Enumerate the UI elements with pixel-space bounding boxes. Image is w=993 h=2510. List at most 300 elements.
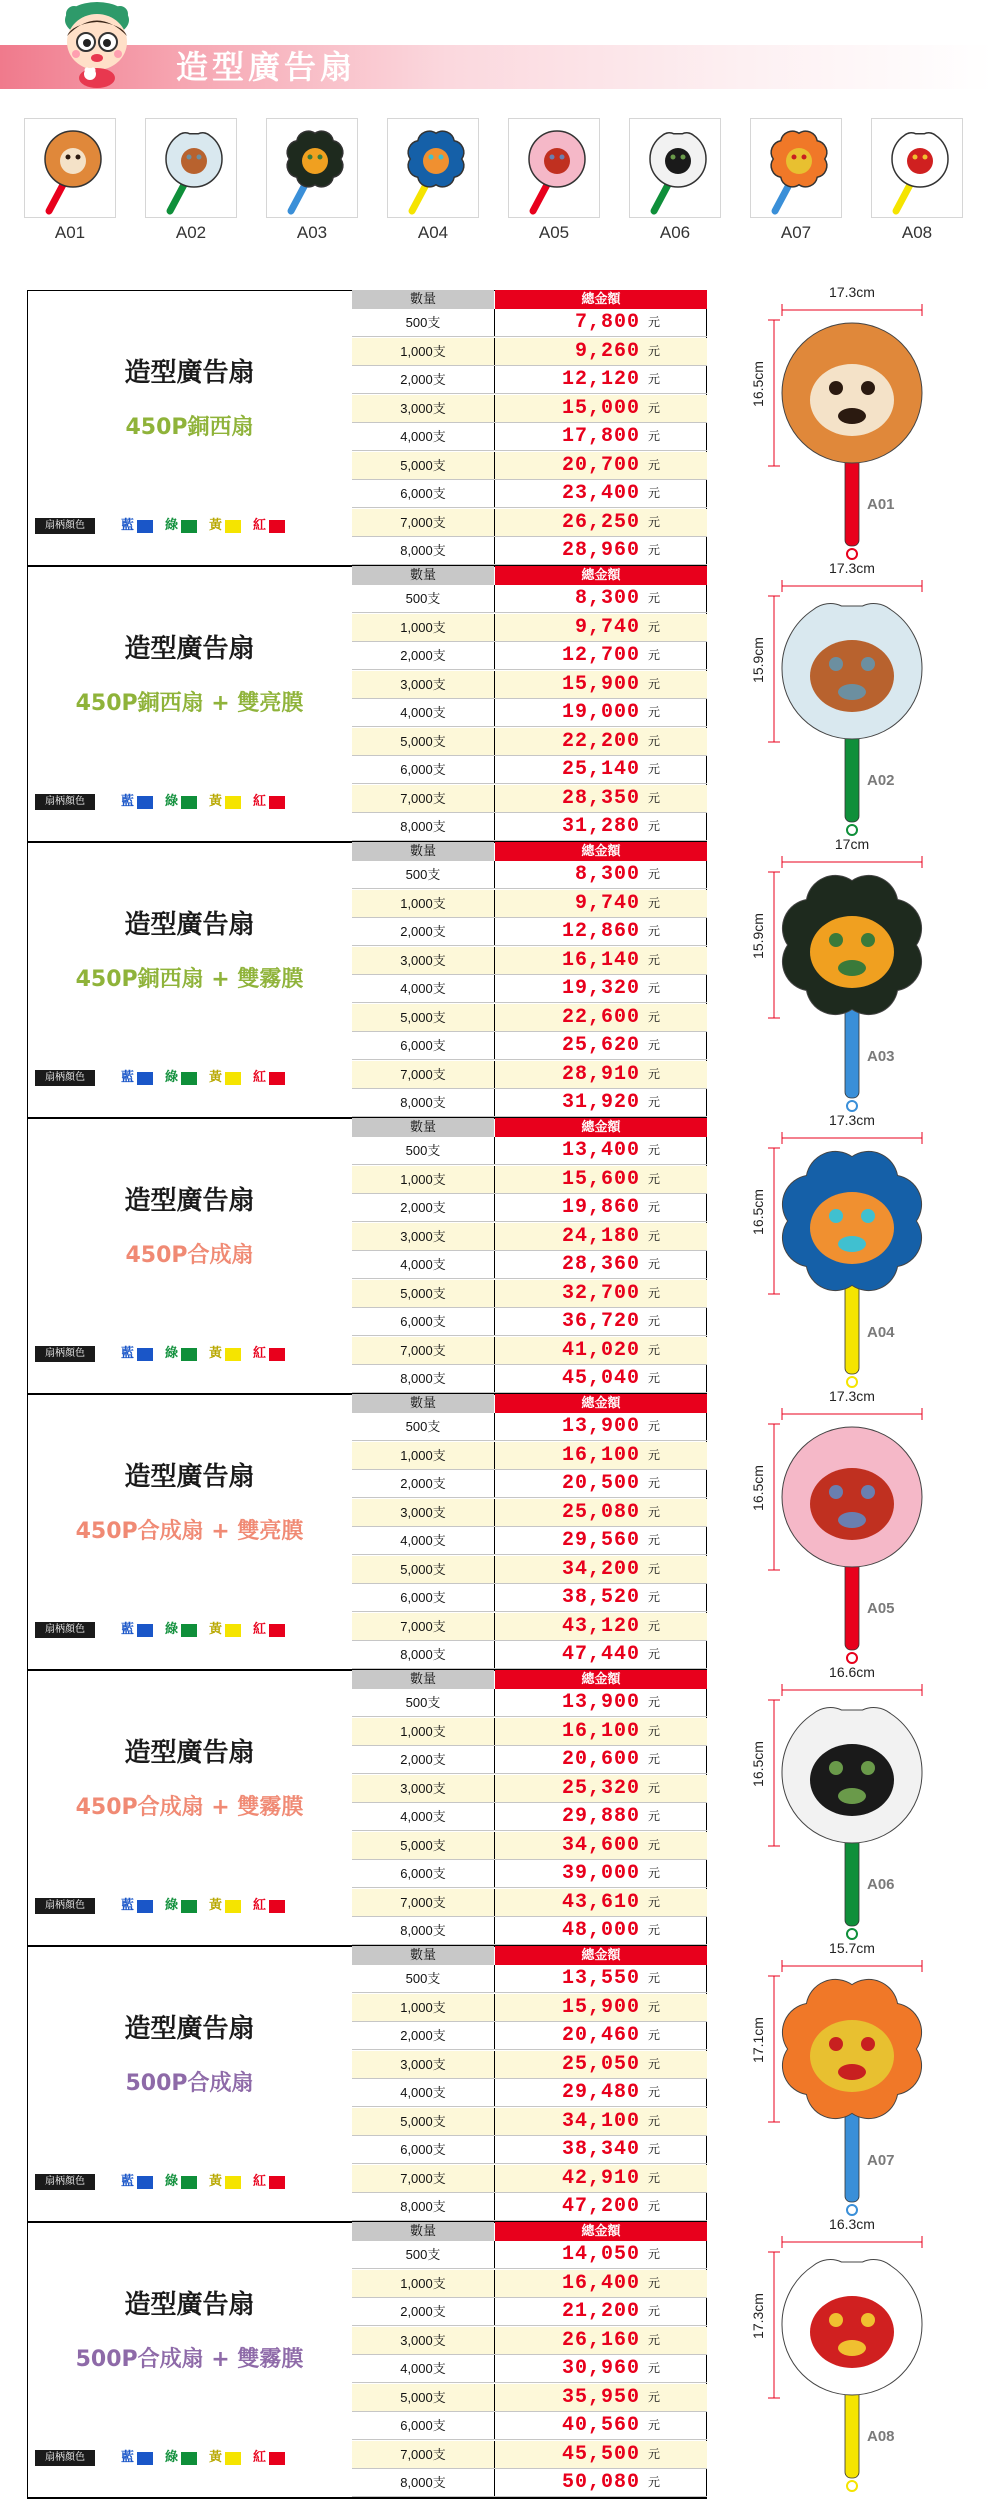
handle-loop-icon (847, 1377, 857, 1387)
price-cell: 31,280 (561, 815, 640, 838)
legend-label: 紅 (253, 1622, 267, 1637)
fan-diagram-a04 (750, 1112, 942, 1394)
quantity-cell: 6,000支 (400, 762, 446, 777)
quantity-cell: 3,000支 (352, 1499, 494, 1526)
price-cell: 39,000 (561, 1862, 640, 1885)
fan-art-icon (810, 1192, 894, 1264)
legend-label: 紅 (253, 2174, 267, 2189)
unit-label: 元 (648, 1695, 661, 1709)
width-label: 17cm (834, 836, 870, 852)
header-total: 總金額 (495, 1118, 707, 1137)
price-cell: 12,700 (561, 644, 640, 667)
section-title: 造型廣告扇 (124, 1186, 255, 1216)
price-cell: 13,900 (561, 1691, 640, 1714)
price-cell: 43,120 (561, 1614, 640, 1638)
handle-loop-icon (847, 549, 857, 559)
legend-swatch (225, 1900, 241, 1913)
price-cell: 45,500 (561, 2442, 640, 2466)
unit-label: 元 (648, 400, 661, 415)
quantity-cell: 7,000支 (352, 2165, 494, 2192)
legend-label: 綠 (165, 2450, 179, 2465)
thumbnail-code: A05 (538, 223, 570, 242)
width-label: 16.3cm (829, 2216, 875, 2232)
fan-art-icon (810, 2296, 894, 2368)
legend-swatch (137, 1348, 153, 1361)
quantity-cell: 1,000支 (352, 1166, 494, 1193)
unit-label: 元 (648, 1257, 661, 1271)
quantity-cell: 2,000支 (400, 1476, 446, 1491)
fan-art-icon (810, 640, 894, 712)
unit-label: 元 (648, 1095, 661, 1109)
unit-label: 元 (648, 2142, 661, 2156)
legend-label: 黃 (209, 2450, 223, 2465)
unit-label: 元 (648, 981, 661, 995)
fan-art-eye-icon (829, 1761, 843, 1775)
price-cell: 16,400 (561, 2271, 640, 2295)
price-cell: 48,000 (561, 1919, 640, 1942)
quantity-cell: 8,000支 (400, 1371, 446, 1386)
quantity-cell: 1,000支 (352, 1718, 494, 1745)
fan-diagram-a05 (750, 1388, 942, 1670)
table-header-row (352, 2222, 707, 2241)
header-quantity: 數量 (352, 2222, 494, 2241)
legend-swatch (181, 796, 197, 809)
unit-label: 元 (648, 1590, 661, 1604)
unit-label: 元 (648, 1171, 661, 1186)
legend-label: 藍 (121, 1070, 135, 1085)
table-row (352, 1413, 707, 1441)
quantity-cell: 500支 (405, 1419, 441, 1434)
quantity-cell: 4,000支 (400, 2085, 446, 2100)
table-row (352, 395, 707, 423)
unit-label: 元 (648, 924, 661, 938)
price-cell: 22,200 (561, 729, 640, 753)
unit-label: 元 (648, 1314, 661, 1328)
section-title: 造型廣告扇 (124, 1738, 255, 1768)
legend-label: 紅 (253, 518, 267, 533)
table-row (352, 1194, 707, 1222)
quantity-cell: 8,000支 (400, 543, 446, 558)
price-cell: 20,460 (561, 2024, 640, 2047)
fan-illustration (752, 296, 942, 566)
table-header-row (352, 842, 707, 861)
fan-art-eye-icon (829, 1209, 843, 1223)
quantity-cell: 4,000支 (400, 1257, 446, 1272)
legend-swatch (269, 796, 285, 809)
legend-label: 藍 (121, 2450, 135, 2465)
quantity-cell: 4,000支 (400, 1809, 446, 1824)
legend-tag: 扇柄顏色 (35, 2450, 95, 2466)
width-label: 16.6cm (829, 1664, 875, 1680)
legend-swatch (225, 1348, 241, 1361)
unit-label: 元 (648, 1419, 661, 1433)
quantity-cell: 2,000支 (400, 924, 446, 939)
unit-label: 元 (648, 1447, 661, 1462)
table-row (352, 1584, 707, 1612)
table-row (352, 366, 707, 394)
legend-swatch (225, 796, 241, 809)
legend-tag: 扇柄顏色 (35, 2174, 95, 2190)
header-total: 總金額 (495, 1946, 707, 1965)
width-label: 15.7cm (829, 1940, 875, 1956)
price-cell: 36,720 (561, 1310, 640, 1333)
table-header-row (352, 1118, 707, 1137)
fan-code-label: A06 (867, 1876, 895, 1893)
table-row (352, 2136, 707, 2164)
unit-label: 元 (648, 676, 661, 691)
unit-label: 元 (648, 1752, 661, 1766)
table-row (352, 1499, 707, 1527)
price-section (27, 1118, 707, 1394)
quantity-cell: 4,000支 (400, 981, 446, 996)
price-cell: 12,860 (561, 920, 640, 943)
unit-label: 元 (648, 1038, 661, 1052)
price-section (27, 566, 707, 842)
price-cell: 16,140 (561, 948, 640, 972)
legend-swatch (137, 2176, 153, 2189)
legend-swatch (269, 1900, 285, 1913)
width-label: 17.3cm (829, 560, 875, 576)
quantity-cell: 4,000支 (400, 705, 446, 720)
table-row (352, 1613, 707, 1641)
price-cell: 21,200 (561, 2300, 640, 2323)
legend-swatch (137, 2452, 153, 2465)
height-label: 16.5cm (750, 361, 766, 407)
legend-label: 黃 (209, 1898, 223, 1913)
unit-label: 元 (648, 1894, 661, 1909)
legend-label: 黃 (209, 794, 223, 809)
table-row (352, 1032, 707, 1060)
legend-swatch (137, 1072, 153, 1085)
quantity-cell: 3,000支 (352, 1223, 494, 1250)
unit-label: 元 (648, 1561, 661, 1576)
height-label: 16.5cm (750, 1741, 766, 1787)
unit-label: 元 (648, 733, 661, 748)
price-cell: 28,960 (561, 539, 640, 562)
unit-label: 元 (648, 1999, 661, 2014)
fan-illustration (752, 1124, 942, 1394)
legend-swatch (181, 2176, 197, 2189)
handle-loop-icon (847, 1101, 857, 1111)
unit-label: 元 (648, 762, 661, 776)
page-title: 造型廣告扇 (176, 48, 357, 86)
fan-art-eye-icon (861, 1209, 875, 1223)
table-row (352, 947, 707, 975)
legend-label: 黃 (209, 518, 223, 533)
fan-art-nose-icon (838, 1236, 866, 1252)
quantity-cell: 500支 (405, 2247, 441, 2262)
unit-label: 元 (648, 486, 661, 500)
unit-label: 元 (648, 1971, 661, 1985)
header-total: 總金額 (495, 1394, 707, 1413)
table-row (352, 918, 707, 946)
table-row (352, 1365, 707, 1393)
price-cell: 25,080 (561, 1500, 640, 1524)
price-cell: 45,040 (561, 1367, 640, 1390)
unit-label: 元 (648, 2361, 661, 2375)
section-title: 造型廣告扇 (124, 910, 255, 940)
legend-swatch (269, 520, 285, 533)
price-cell: 20,500 (561, 1472, 640, 1495)
legend-swatch (137, 1624, 153, 1637)
quantity-cell: 7,000支 (352, 2441, 494, 2468)
unit-label: 元 (648, 867, 661, 881)
table-row (352, 1803, 707, 1831)
legend-swatch (181, 1072, 197, 1085)
header-quantity: 數量 (352, 1670, 494, 1689)
quantity-cell: 2,000支 (400, 1752, 446, 1767)
thumbnail-code: A07 (780, 223, 812, 242)
legend-label: 綠 (165, 518, 179, 533)
legend-label: 黃 (209, 1622, 223, 1637)
quantity-cell: 1,000支 (352, 1994, 494, 2021)
unit-label: 元 (648, 1618, 661, 1633)
quantity-cell: 8,000支 (400, 2199, 446, 2214)
price-cell: 17,800 (561, 425, 640, 448)
fan-diagram-a03 (750, 836, 942, 1118)
unit-label: 元 (648, 1780, 661, 1795)
table-row (352, 1832, 707, 1860)
table-row (352, 1965, 707, 1993)
price-cell: 34,100 (561, 2109, 640, 2133)
quantity-cell: 1,000支 (352, 890, 494, 917)
table-row (352, 813, 707, 841)
thumbnail-code: A06 (659, 223, 691, 242)
price-cell: 31,920 (561, 1091, 640, 1114)
legend-label: 紅 (253, 1898, 267, 1913)
table-row (352, 1166, 707, 1194)
quantity-cell: 6,000支 (400, 2418, 446, 2433)
height-label: 16.5cm (750, 1189, 766, 1235)
unit-label: 元 (648, 2332, 661, 2347)
unit-label: 元 (648, 2028, 661, 2042)
quantity-cell: 5,000支 (352, 1004, 494, 1031)
price-cell: 26,160 (561, 2328, 640, 2352)
legend-label: 綠 (165, 2174, 179, 2189)
price-cell: 7,800 (574, 311, 640, 334)
thumbnail-code: A01 (54, 223, 86, 242)
quantity-cell: 500支 (405, 1143, 441, 1158)
table-row (352, 423, 707, 451)
price-cell: 25,050 (561, 2052, 640, 2076)
fan-handle-icon (845, 2102, 859, 2202)
table-row (352, 1527, 707, 1555)
quantity-cell: 500支 (405, 1971, 441, 1986)
unit-label: 元 (648, 1647, 661, 1661)
quantity-cell: 2,000支 (400, 2028, 446, 2043)
table-row (352, 861, 707, 889)
legend-label: 紅 (253, 794, 267, 809)
legend-swatch (225, 2176, 241, 2189)
table-row (352, 2412, 707, 2440)
unit-label: 元 (648, 2170, 661, 2185)
quantity-cell: 8,000支 (400, 1923, 446, 1938)
section-subtitle: 450P合成扇 (125, 1243, 254, 1268)
fan-art-icon (810, 1744, 894, 1816)
quantity-cell: 2,000支 (400, 372, 446, 387)
quantity-cell: 2,000支 (400, 648, 446, 663)
unit-label: 元 (648, 1866, 661, 1880)
fan-art-nose-icon (838, 2340, 866, 2356)
quantity-cell: 1,000支 (352, 614, 494, 641)
handle-loop-icon (847, 1929, 857, 1939)
fan-art-nose-icon (838, 1512, 866, 1528)
quantity-cell: 500支 (405, 867, 441, 882)
fan-diagram-a01 (750, 284, 942, 566)
legend-label: 黃 (209, 1070, 223, 1085)
unit-label: 元 (648, 1476, 661, 1490)
legend-label: 綠 (165, 1346, 179, 1361)
table-row (352, 1556, 707, 1584)
legend-tag: 扇柄顏色 (35, 518, 95, 534)
quantity-cell: 6,000支 (400, 486, 446, 501)
quantity-cell: 6,000支 (400, 1314, 446, 1329)
price-cell: 34,600 (561, 1833, 640, 1857)
section-subtitle: 450P合成扇 + 雙霧膜 (75, 1795, 304, 1820)
fan-art-eye-icon (861, 1761, 875, 1775)
table-row (352, 2079, 707, 2107)
price-cell: 29,480 (561, 2081, 640, 2104)
table-row (352, 480, 707, 508)
fan-diagram-a02 (750, 560, 942, 842)
width-label: 17.3cm (829, 1388, 875, 1404)
table-row (352, 642, 707, 670)
table-row (352, 975, 707, 1003)
legend-swatch (181, 1624, 197, 1637)
price-cell: 25,140 (561, 758, 640, 781)
legend-tag: 扇柄顏色 (35, 794, 95, 810)
fan-handle-icon (845, 1274, 859, 1374)
price-cell: 19,320 (561, 977, 640, 1000)
price-cell: 8,300 (574, 863, 640, 886)
table-row (352, 1223, 707, 1251)
legend-swatch (181, 520, 197, 533)
fan-art-icon (810, 916, 894, 988)
price-cell: 43,610 (561, 1890, 640, 1914)
table-row (352, 1889, 707, 1917)
table-row (352, 1089, 707, 1117)
price-cell: 15,000 (561, 396, 640, 420)
table-row (352, 728, 707, 756)
fan-art-eye-icon (861, 381, 875, 395)
price-cell: 13,400 (561, 1139, 640, 1162)
quantity-cell: 500支 (405, 591, 441, 606)
price-cell: 19,860 (561, 1196, 640, 1219)
table-row (352, 2193, 707, 2221)
legend-label: 藍 (121, 1898, 135, 1913)
quantity-cell: 7,000支 (352, 1061, 494, 1088)
price-cell: 23,400 (561, 482, 640, 505)
legend-swatch (269, 2176, 285, 2189)
section-title: 造型廣告扇 (124, 634, 255, 664)
price-cell: 38,520 (561, 1586, 640, 1609)
quantity-cell: 6,000支 (400, 2142, 446, 2157)
unit-label: 元 (648, 2113, 661, 2128)
price-cell: 41,020 (561, 1338, 640, 1362)
table-row (352, 1775, 707, 1803)
table-row (352, 509, 707, 537)
fan-illustration (752, 848, 942, 1118)
table-row (352, 1308, 707, 1336)
price-cell: 15,900 (561, 1995, 640, 2019)
header-total: 總金額 (495, 566, 707, 585)
unit-label: 元 (648, 1143, 661, 1157)
price-cell: 26,250 (561, 510, 640, 534)
legend-label: 紅 (253, 2450, 267, 2465)
section-title: 造型廣告扇 (124, 2014, 255, 2044)
unit-label: 元 (648, 1200, 661, 1214)
legend-label: 綠 (165, 1898, 179, 1913)
unit-label: 元 (648, 648, 661, 662)
quantity-cell: 3,000支 (352, 947, 494, 974)
fan-art-eye-icon (861, 2313, 875, 2327)
price-cell: 28,910 (561, 1062, 640, 1086)
fan-code-label: A05 (867, 1600, 895, 1617)
table-header-row (352, 290, 707, 309)
legend-label: 紅 (253, 1346, 267, 1361)
unit-label: 元 (648, 2085, 661, 2099)
fan-art-eye-icon (829, 381, 843, 395)
fan-diagram-a07 (750, 1940, 942, 2222)
unit-label: 元 (648, 2247, 661, 2261)
quantity-cell: 4,000支 (400, 2361, 446, 2376)
fan-art-icon (810, 1468, 894, 1540)
price-section (27, 842, 707, 1118)
unit-label: 元 (648, 543, 661, 557)
header-total: 總金額 (495, 1670, 707, 1689)
row-divider (352, 564, 707, 565)
quantity-cell: 8,000支 (400, 2475, 446, 2490)
width-label: 17.3cm (829, 1112, 875, 1128)
price-cell: 9,260 (574, 339, 640, 363)
quantity-cell: 5,000支 (352, 1556, 494, 1583)
legend-label: 綠 (165, 1070, 179, 1085)
table-row (352, 338, 707, 366)
table-row (352, 1746, 707, 1774)
section-divider (27, 2497, 707, 2499)
unit-label: 元 (648, 591, 661, 605)
row-divider (352, 2220, 707, 2221)
table-row (352, 2051, 707, 2079)
unit-label: 元 (648, 895, 661, 910)
quantity-cell: 3,000支 (352, 2327, 494, 2354)
table-row (352, 2298, 707, 2326)
legend-swatch (269, 1072, 285, 1085)
handle-loop-icon (847, 1653, 857, 1663)
table-row (352, 1442, 707, 1470)
price-cell: 25,620 (561, 1034, 640, 1057)
legend-label: 藍 (121, 1622, 135, 1637)
quantity-cell: 5,000支 (352, 2384, 494, 2411)
fan-art-eye-icon (861, 933, 875, 947)
fan-illustration (752, 572, 942, 842)
table-row (352, 756, 707, 784)
quantity-cell: 1,000支 (352, 2270, 494, 2297)
table-row (352, 1994, 707, 2022)
table-row (352, 2327, 707, 2355)
price-section (27, 1670, 707, 1946)
section-title: 造型廣告扇 (124, 2290, 255, 2320)
quantity-cell: 4,000支 (400, 429, 446, 444)
price-cell: 50,080 (561, 2471, 640, 2494)
fan-diagram-a08 (750, 2216, 942, 2498)
unit-label: 元 (648, 315, 661, 329)
legend-swatch (181, 1348, 197, 1361)
table-row (352, 671, 707, 699)
table-row (352, 699, 707, 727)
price-cell: 25,320 (561, 1776, 640, 1800)
row-divider (352, 1392, 707, 1393)
